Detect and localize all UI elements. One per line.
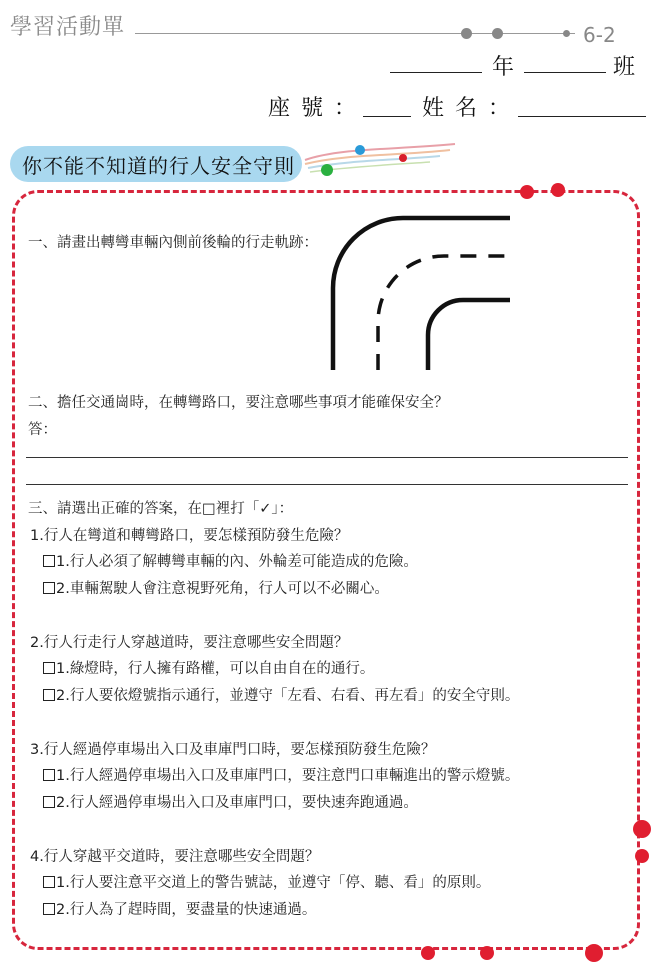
header-dot-3 [563,30,570,37]
header-rule [135,33,575,34]
worksheet-title: 學習活動單 [10,15,126,40]
option-text: 1.行人要注意平交道上的警告號誌，並遵守「停、聽、看」的原則。 [56,875,491,891]
option-text: 2.行人經過停車場出入口及車庫門口，要快速奔跑通過。 [56,795,418,811]
option-2-1[interactable] [43,657,374,678]
decorative-swoosh-icon [300,140,460,180]
option-3-1[interactable] [43,764,519,785]
header-dot-1 [461,28,472,39]
option-1-2[interactable] [43,577,389,598]
checkbox[interactable] [43,582,55,594]
option-text: 1.綠燈時，行人擁有路權，可以自由自在的通行。 [56,661,375,677]
option-4-1[interactable] [43,871,490,892]
checkbox[interactable] [43,555,55,567]
frame-dot [421,946,435,960]
header-dot-2 [492,28,503,39]
answer-label: 答： [28,422,57,438]
option-text: 2.行人為了趕時間，要盡量的快速通過。 [56,902,317,918]
year-label: 年 [492,55,515,80]
checkbox[interactable] [43,769,55,781]
class-label: 班 [613,55,636,80]
frame-dot [551,183,565,197]
option-2-2[interactable] [43,684,519,705]
answer-line[interactable] [26,484,628,485]
frame-dot [633,820,651,838]
checkbox[interactable] [43,796,55,808]
question-3: 三、請選出正確的答案，在□裡打「✓」： [28,501,294,517]
option-3-2[interactable] [43,791,418,812]
class-blank[interactable] [524,72,606,73]
checkbox[interactable] [43,662,55,674]
answer-line[interactable] [26,457,628,458]
question-1: 一、請畫出轉彎車輛內側前後輪的行走軌跡： [28,235,318,251]
seat-label: 座 號 ： [268,96,358,121]
frame-dot [480,946,494,960]
option-1-1[interactable] [43,550,418,571]
option-text: 1.行人經過停車場出入口及車庫門口，要注意門口車輛進出的警示燈號。 [56,768,520,784]
sub-question-4: 4.行人穿越平交道時，要注意哪些安全問題？ [30,849,320,865]
checkbox[interactable] [43,689,55,701]
sub-question-3: 3.行人經過停車場出入口及車庫門口時，要怎樣預防發生危險？ [30,742,436,758]
name-blank[interactable] [518,116,646,117]
name-label: 姓 名 ： [422,96,512,121]
option-4-2[interactable] [43,898,316,919]
question-2: 二、擔任交通崗時，在轉彎路口，要注意哪些事項才能確保安全？ [28,395,449,411]
checkbox[interactable] [43,903,55,915]
option-text: 1.行人必須了解轉彎車輛的內、外輪差可能造成的危險。 [56,554,418,570]
frame-dot [635,849,649,863]
turning-road-diagram [325,210,525,375]
frame-dot [585,944,603,962]
option-text: 2.車輛駕駛人會注意視野死角，行人可以不必關心。 [56,581,389,597]
frame-dot [520,185,534,199]
checkbox[interactable] [43,876,55,888]
section-title: 你不能不知道的行人安全守則 [22,154,295,178]
year-blank[interactable] [390,72,482,73]
sub-question-1: 1.行人在彎道和轉彎路口，要怎樣預防發生危險？ [30,528,349,544]
option-text: 2.行人要依燈號指示通行，並遵守「左看、右看、再左看」的安全守則。 [56,688,520,704]
seat-blank[interactable] [363,116,411,117]
sub-question-2: 2.行人行走行人穿越道時，要注意哪些安全問題？ [30,635,349,651]
sheet-number: 6-2 [583,23,616,47]
